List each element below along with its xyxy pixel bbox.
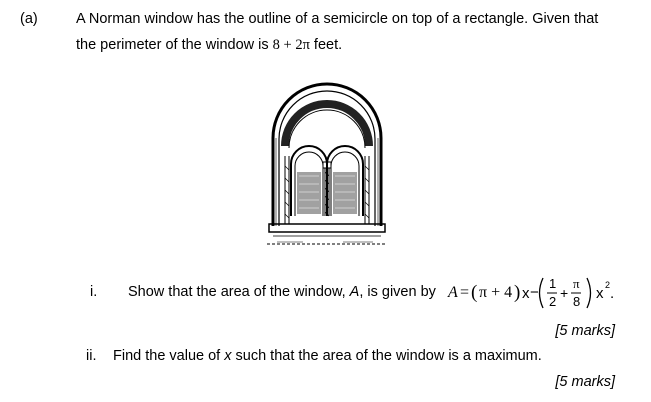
- part-ii-text: [113, 348, 542, 364]
- formula-lhs: A: [448, 284, 458, 301]
- formula-x-squared: x: [596, 285, 604, 302]
- question-label: (a): [20, 11, 38, 27]
- formula-minus: −: [530, 284, 539, 301]
- question-intro-line1: A Norman window has the outline of a semicircle on top of a rectangle. Given that: [76, 11, 599, 27]
- formula-period: .: [610, 285, 615, 302]
- variable-x: x: [224, 348, 232, 364]
- variable-a: A: [349, 284, 360, 300]
- part-ii-suffix: such that the area of the window is a maximum.: [231, 348, 542, 364]
- formula-open-paren: (: [471, 282, 478, 303]
- formula-pi-plus-4: π + 4: [479, 284, 513, 301]
- fraction-1-numerator: 1: [549, 276, 557, 291]
- area-formula: [448, 276, 638, 310]
- formula-x: x: [522, 285, 530, 302]
- part-ii-number: ii.: [86, 348, 97, 364]
- part-ii-marks: [5 marks]: [555, 374, 615, 390]
- intro-prefix: the perimeter of the window is: [76, 37, 273, 53]
- formula-equals: =: [460, 284, 470, 301]
- formula-close-paren: ): [514, 282, 521, 303]
- part-i-marks: [5 marks]: [555, 323, 615, 339]
- part-i-prefix: Show that the area of the window,: [128, 284, 350, 300]
- fraction-2-numerator: π: [573, 276, 580, 291]
- fraction-2-denominator: 8: [573, 294, 581, 309]
- part-i-text: [128, 284, 436, 300]
- question-intro-line2: [76, 37, 342, 54]
- formula-exponent: 2: [605, 280, 611, 290]
- part-i-number: i.: [90, 284, 98, 300]
- fraction-1-denominator: 2: [549, 294, 557, 309]
- formula-plus: +: [560, 285, 569, 301]
- part-i-suffix: , is given by: [359, 284, 436, 300]
- part-ii-prefix: Find the value of: [113, 348, 225, 364]
- norman-window-illustration: [263, 76, 391, 252]
- perimeter-expression: 8 + 2π: [272, 37, 310, 53]
- intro-suffix: feet.: [309, 37, 343, 53]
